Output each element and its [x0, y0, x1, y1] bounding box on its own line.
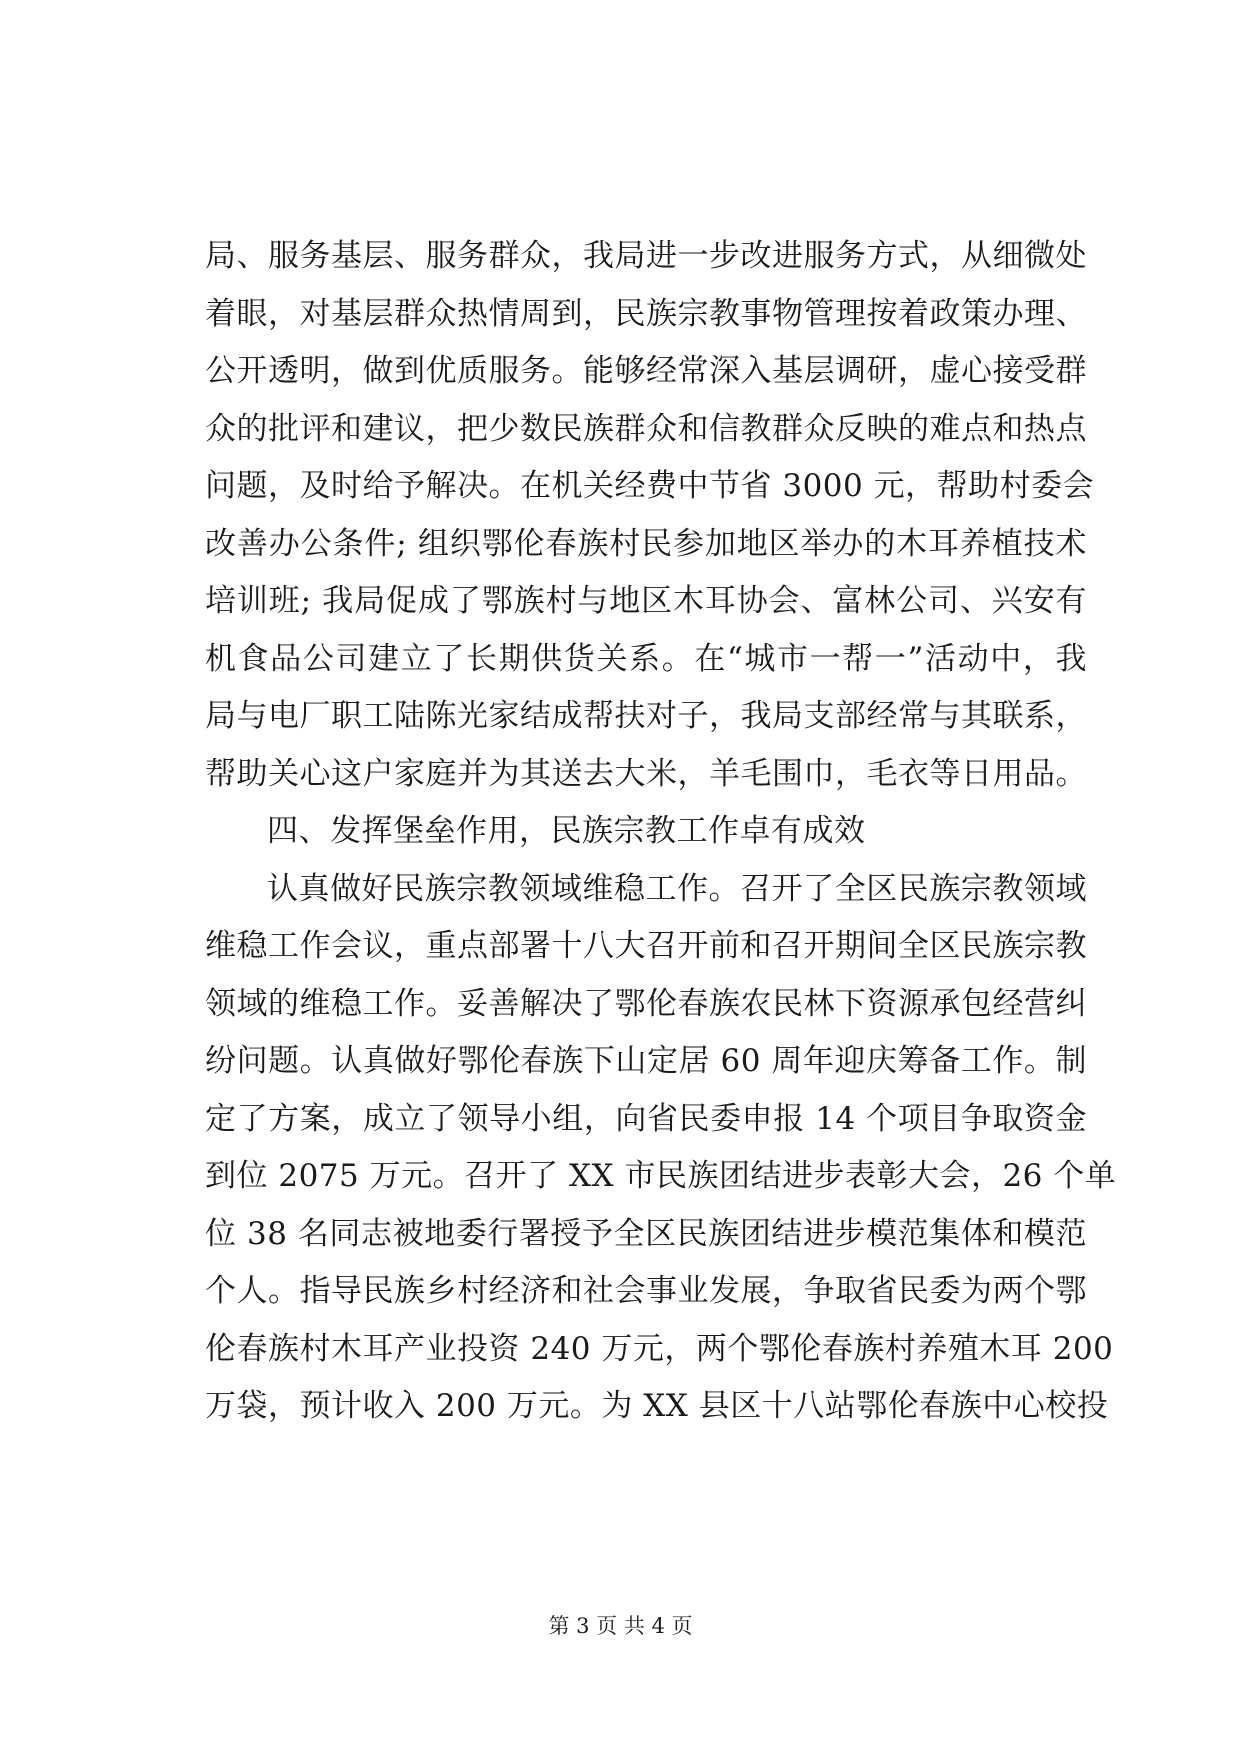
text-line: 个人。指导民族乡村经济和社会事业发展，争取省民委为两个鄂 [205, 1273, 1087, 1309]
text-line: 维稳工作会议，重点部署十八大召开前和召开期间全区民族宗教 [205, 928, 1087, 964]
text-line: 局与电厂职工陆陈光家结成帮扶对子，我局支部经常与其联系， [205, 698, 1087, 734]
page-number-footer: 第 3 页 共 4 页 [548, 1614, 693, 1638]
text-line: 公开透明，做到优质服务。能够经常深入基层调研，虚心接受群 [205, 353, 1087, 389]
text-line: 众的批评和建议，把少数民族群众和信教群众反映的难点和热点 [205, 410, 1087, 447]
text-line: 伦春族村木耳产业投资 240 万元，两个鄂伦春族村养殖木耳 200 [205, 1330, 1114, 1367]
text-line: 万袋，预计收入 200 万元。为 XX 县区十八站鄂伦春族中心校投 [205, 1388, 1109, 1424]
text-line: 定了方案，成立了领导小组，向省民委申报 14 个项目争取资金 [205, 1100, 1087, 1137]
text-line: 纷问题。认真做好鄂伦春族下山定居 60 周年迎庆筹备工作。制 [205, 1043, 1087, 1079]
text-line: 位 38 名同志被地委行署授予全区民族团结进步模范集体和模范 [205, 1215, 1087, 1252]
text-line: 培训班; 我局促成了鄂族村与地区木耳协会、富林公司、兴安有 [205, 583, 1087, 619]
text-line: 问题，及时给予解决。在机关经费中节省 3000 元，帮助村委会 [205, 468, 1095, 504]
text-line: 局、服务基层、服务群众，我局进一步改进服务方式，从细微处 [205, 238, 1087, 274]
text-line: 帮助关心这户家庭并为其送去大米，羊毛围巾，毛衣等日用品。 [205, 755, 1087, 792]
section-heading: 四、发挥堡垒作用，民族宗教工作卓有成效 [267, 813, 866, 849]
text-line: 认真做好民族宗教领域维稳工作。召开了全区民族宗教领域 [267, 870, 1087, 907]
text-line: 着眼，对基层群众热情周到，民族宗教事物管理按着政策办理、 [205, 295, 1087, 332]
body-text [205, 228, 1117, 1436]
text-line: 机食品公司建立了长期供货关系。在“城市一帮一”活动中，我 [205, 640, 1087, 677]
text-line: 领域的维稳工作。妥善解决了鄂伦春族农民林下资源承包经营纠 [205, 985, 1087, 1022]
text-line: 改善办公条件; 组织鄂伦春族村民参加地区举办的木耳养植技术 [205, 525, 1087, 562]
text-line: 到位 2075 万元。召开了 XX 市民族团结进步表彰大会，26 个单 [205, 1158, 1117, 1194]
